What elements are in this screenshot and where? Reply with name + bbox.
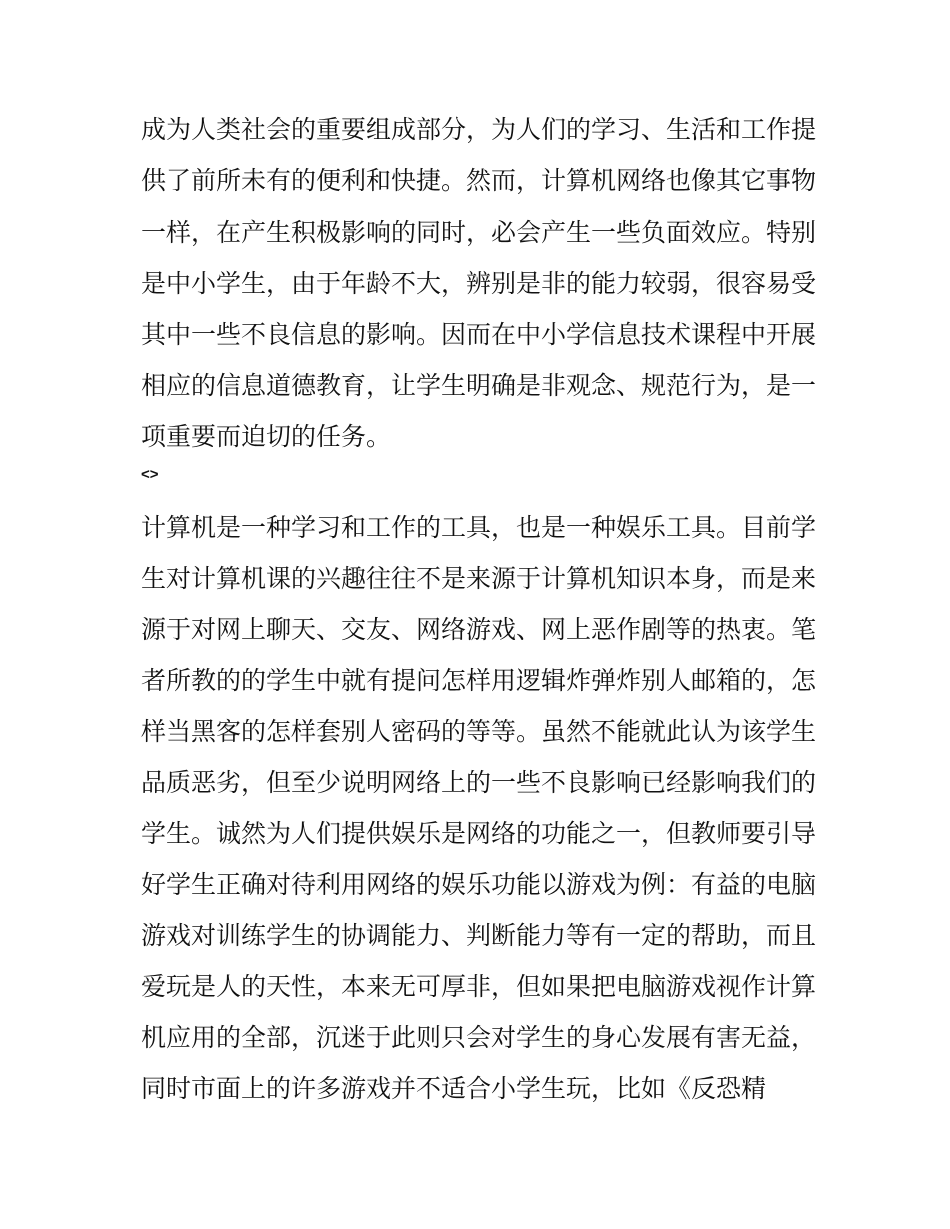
paragraph-1-line: 是中小学生，由于年龄不大，辨别是非的能力较弱，很容易受 xyxy=(141,269,817,298)
paragraph-2-line: 者所教的的学生中就有提问怎样用逻辑炸弹炸别人邮箱的，怎 xyxy=(141,666,817,695)
paragraph-1-line: 供了前所未有的便利和快捷。然而，计算机网络也像其它事物 xyxy=(141,166,817,195)
section-marker: <> xyxy=(141,466,159,483)
paragraph-1-line: 一样，在产生积极影响的同时，必会产生一些负面效应。特别 xyxy=(141,218,817,247)
paragraph-2-line: 生对计算机课的兴趣往往不是来源于计算机知识本身，而是来 xyxy=(141,564,817,593)
paragraph-1-line: 成为人类社会的重要组成部分，为人们的学习、生活和工作提 xyxy=(141,115,817,144)
paragraph-2-line: 同时市面上的许多游戏并不适合小学生玩，比如《反恐精 xyxy=(141,1074,767,1103)
paragraph-2-line: 样当黑客的怎样套别人密码的等等。虽然不能就此认为该学生 xyxy=(141,717,817,746)
paragraph-2-line: 计算机是一种学习和工作的工具，也是一种娱乐工具。目前学 xyxy=(141,513,817,542)
paragraph-2-line: 源于对网上聊天、交友、网络游戏、网上恶作剧等的热衷。笔 xyxy=(141,615,817,644)
paragraph-1-line: 相应的信息道德教育，让学生明确是非观念、规范行为，是一 xyxy=(141,371,817,400)
paragraph-2-line: 爱玩是人的天性，本来无可厚非，但如果把电脑游戏视作计算 xyxy=(141,972,817,1001)
paragraph-2-line: 学生。诚然为人们提供娱乐是网络的功能之一，但教师要引导 xyxy=(141,819,817,848)
paragraph-2-line: 品质恶劣，但至少说明网络上的一些不良影响已经影响我们的 xyxy=(141,768,817,797)
paragraph-1-line: 其中一些不良信息的影响。因而在中小学信息技术课程中开展 xyxy=(141,320,817,349)
paragraph-2-line: 机应用的全部，沉迷于此则只会对学生的身心发展有害无益， xyxy=(141,1023,817,1052)
paragraph-2-line: 好学生正确对待利用网络的娱乐功能以游戏为例：有益的电脑 xyxy=(141,870,817,899)
paragraph-1-line: 项重要而迫切的任务。 xyxy=(141,422,392,451)
paragraph-2-line: 游戏对训练学生的协调能力、判断能力等有一定的帮助，而且 xyxy=(141,921,817,950)
